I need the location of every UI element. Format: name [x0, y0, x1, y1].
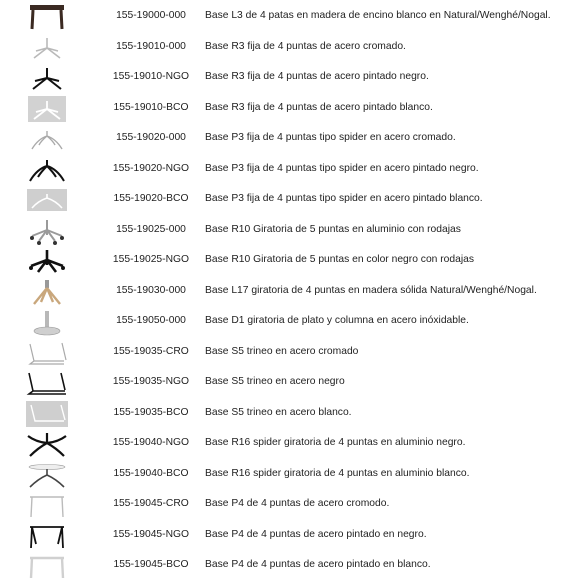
product-row [0, 63, 580, 93]
product-row [0, 490, 580, 520]
product-row [0, 185, 580, 215]
four-leg-chrome-icon [24, 491, 70, 519]
product-row [0, 216, 580, 246]
product-description: Base R16 spider giratoria de 4 puntas en aluminio negro. [205, 437, 466, 448]
product-row [0, 124, 580, 154]
product-code: 155-19030-000 [116, 284, 186, 296]
product-code: 155-19020-BCO [113, 193, 189, 204]
product-description: Base P3 fija de 4 puntas tipo spider en acero pintado blanco. [205, 193, 483, 204]
sled-base-chrome-icon [24, 339, 70, 367]
product-code: 155-19050-000 [116, 315, 186, 326]
disc-column-base-icon [24, 308, 70, 336]
product-description: Base P4 de 4 puntas de acero pintado en negro. [205, 528, 427, 540]
product-description: Base L17 giratoria de 4 puntas en madera sólida Natural/Wenghé/Nogal. [205, 284, 537, 296]
sled-base-black-icon [24, 369, 70, 397]
product-description: Base D1 giratoria de plato y columna en acero inóxidable. [205, 315, 469, 326]
product-row [0, 246, 580, 276]
spider-base-white-icon [24, 186, 70, 214]
spider-base-chrome-icon [24, 125, 70, 153]
product-description: Base R16 spider giratoria de 4 puntas en aluminio blanco. [205, 467, 470, 479]
product-row [0, 399, 580, 429]
star-base-white-icon [24, 95, 70, 123]
product-description: Base P4 de 4 puntas de acero cromodo. [205, 498, 390, 509]
wood-swivel-base-icon [24, 278, 70, 306]
product-code: 155-19025-000 [116, 223, 186, 235]
product-code: 155-19045-CRO [113, 498, 189, 509]
product-description: Base R3 fija de 4 puntas de acero pintado blanco. [205, 101, 433, 113]
product-description: Base P4 de 4 puntas de acero pintado en blanco. [205, 559, 431, 570]
product-code: 155-19045-BCO [113, 559, 189, 570]
product-row [0, 33, 580, 63]
product-row [0, 94, 580, 124]
product-row [0, 338, 580, 368]
product-row [0, 2, 580, 32]
product-description: Base S5 trineo en acero negro [205, 376, 345, 387]
product-row [0, 551, 580, 581]
four-leg-white-icon [24, 552, 70, 580]
product-row [0, 155, 580, 185]
spider-swivel-white-icon [24, 461, 70, 489]
product-row [0, 460, 580, 490]
product-code: 155-19020-NGO [112, 162, 190, 174]
sled-base-white-icon [24, 400, 70, 428]
five-star-caster-base-icon [24, 217, 70, 245]
star-base-black-icon [24, 64, 70, 92]
product-description: Base R10 Giratoria de 5 puntas en color negro con rodajas [205, 254, 475, 265]
product-description: Base P3 fija de 4 puntas tipo spider en acero pintado negro. [205, 162, 479, 174]
product-code: 155-19035-BCO [113, 406, 189, 418]
five-star-caster-base-black-icon [24, 247, 70, 275]
product-row [0, 307, 580, 337]
product-code: 155-19010-NGO [112, 71, 190, 82]
spider-base-black-icon [24, 156, 70, 184]
product-code: 155-19045-NGO [112, 528, 190, 540]
product-code: 155-19035-CRO [113, 345, 189, 357]
spider-swivel-black-icon [24, 430, 70, 458]
product-code: 155-19000-000 [116, 10, 186, 21]
product-row [0, 429, 580, 459]
four-leg-black-icon [24, 522, 70, 550]
product-description: Base S5 trineo en acero blanco. [205, 406, 352, 418]
product-code: 155-19010-BCO [113, 101, 189, 113]
product-description: Base R3 fija de 4 puntas de acero cromado. [205, 40, 406, 52]
star-base-chrome-icon [24, 34, 70, 62]
product-description: Base P3 fija de 4 puntas tipo spider en acero cromado. [205, 132, 456, 143]
wood-leg-base-icon [24, 3, 70, 31]
product-code: 155-19020-000 [116, 132, 186, 143]
product-description: Base R10 Giratoria de 5 puntas en aluminio con rodajas [205, 223, 461, 235]
product-code: 155-19010-000 [116, 40, 186, 52]
product-row [0, 277, 580, 307]
product-row [0, 368, 580, 398]
product-code: 155-19040-BCO [113, 467, 189, 479]
product-description: Base R3 fija de 4 puntas de acero pintado negro. [205, 71, 429, 82]
product-code: 155-19035-NGO [112, 376, 190, 387]
product-description: Base L3 de 4 patas en madera de encino blanco en Natural/Wenghé/Nogal. [205, 10, 551, 21]
product-code: 155-19025-NGO [112, 254, 190, 265]
product-description: Base S5 trineo en acero cromado [205, 345, 359, 357]
product-code: 155-19040-NGO [112, 437, 190, 448]
product-row [0, 521, 580, 551]
